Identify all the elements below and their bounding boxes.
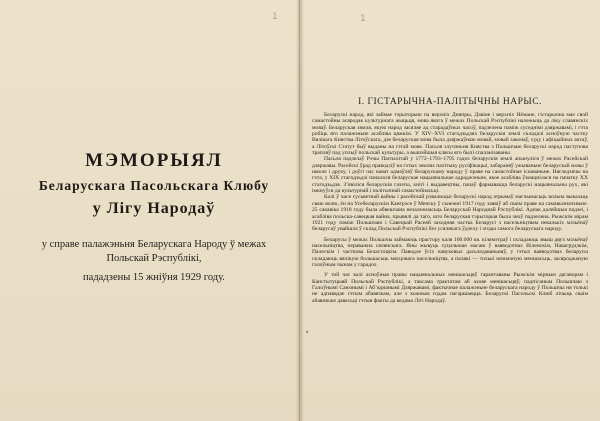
document-title: МЭМОРЫЯЛ [85, 150, 223, 171]
document-subtitle: Беларускага Пасольскага Клюбу [38, 178, 270, 193]
body-paragraph: Беларускі народ, які займае тэрыторыю па верхніх Дняпры, Дзвіне і верхніх Нёмане, гістарычна мае свой самастойны асяродак культурнага жыцьця, мова якога ў межах Польскай Рэспублікі належыць да ліку славянскіх моваў. Беларуская зямля, якую народ засяляе ад старадаўных часоў, падзелена паміж суседнімі дзяржавамі, і гэта робіць яго палажэньне асабліва цяжкім. У XIV–XVI стагодзьдзях беларускія землі складалі асноўную частку Вялікага Княства Літоўскага, дзе беларуская мова была дзяржаўнаю мовай, мовай законаў, суду і афіцыйных актаў, а Літоўскі Статут быў выданы на гэтай мове. Пасьля злучэньня Княства з Польшчаю беларускі народ паступова трапляў пад уплыў польскай культуры, а вышэйшыя клясы яго былі спаланізаваны. [312, 112, 588, 157]
book-fold [296, 0, 304, 421]
pencil-page-mark: 1 [272, 12, 278, 22]
submission-date: пададзены 15 жніўня 1929 году. [83, 272, 225, 283]
body-paragraph: Калі ў часе сусьветнай вайны і расейскай рэвалюцыі беларускі народ атрымаў магчымасьць вольна выказаць сваю волю, ён на Усебеларускім Кангрэсе ў Менску ў сьнежні 1917 году заявіў аб сваім праве на самавызначэньне. 25 сакавіка 1918 году была абвешчана незалежнасьць Беларускай Народнай Рэспублікі. Аднак далейшыя падзеі, і асабліва польска-савецкая вайна, прывялі да таго, што беларуская тэрыторыя была зноў падзелена. Рыжскім мірам 1921 году паміж Польшчаю і Савецкай Расеяй заходняя частка Беларусі з насельніцтвам некалькіх мільёнаў беларусаў увайшла ў склад Польскай Рэспублікі без усялякага ўдзелу і згоды самога беларускага народу. [312, 194, 588, 233]
body-paragraph: Беларусы ў межах Польшчы займаюць прастору каля 100.000 кв. кілямэтраў і складаюць звыш двух мільёнаў насельніцтва, пераважна сялянскага. Яны жывуць суцэльнаю масаю ў ваяводзтвах Віленскім, Навагрудзкім, Палескім і часткова Беластоцкім. Паводле ўсіх навуковых дасьледаваньняў, у гэтых ваяводзтвах беларусы складаюць вялікую большасьць мясцовага насельніцтва, а палякі — толькі нязначную меншасьць, засяроджаную галоўным чынам у гарадох. [312, 236, 588, 268]
margin-note: а [306, 330, 309, 335]
pencil-page-mark: 1 [360, 14, 366, 24]
body-paragraph: У той час калі асноўныя правы нацыянальных меншасьцяў гарантаваны Рыжскім мірным дагаворам і Канстытуцыяй Польскай Рэспублікі, а таксама трактатам аб ахове меншасьцяў, падпісаным Польшчаю з Галоўнымі Саюзнымі і Аб’яднанымі Дзяржавамі, фактычнае палажэньне беларускага народу ў Польшчы ня толькі не адпавядае гэтым абавязкам, але з кожным годам пагаршаецца. Беларускі Пасольскі Клюб лічыць сваім абавязкам давесьці гэтыя факты да ведама Лігі Народаў. [312, 272, 588, 304]
body-paragraph: Пасьля падзелаў Рэчы Паспалітай у 1772–1793–1795 гадох беларускія землі апынуліся ў межах Расейскай дзяржавы. Расейскі ўрад праводзіў на гэтых землях палітыку русіфікацыі, забараняў ужываньне беларускай мовы ў школе і друку, і доўгі час нават адмаўляў беларускаму народу ў праве на самастойнае існаваньне. Нягледзячы на гэта, у XIX стагодзьдзі пачалося беларускае нацыянальнае адраджэньне, якое асабліва ўзмацнілася на пачатку XX стагодзьдзя. З’явіліся беларускія газэты, кнігі і выдавецтвы, пачаў фармавацца беларускі нацыянальны рух, які імкнуўся да культурнай і палітычнай самастойнасьці. [312, 156, 588, 195]
description-line: Польскай Рэспублікі, [106, 253, 202, 264]
body-text [312, 112, 588, 304]
document-description [24, 238, 284, 266]
description-line: у справе палажэньня Беларускага Народу ў межах [41, 239, 267, 250]
section-heading: I. ГІСТАРЫЧНА-ПАЛІТЫЧНЫ НАРЫС. [358, 97, 542, 107]
document-addressee: у Лігу Народаў [92, 200, 216, 217]
